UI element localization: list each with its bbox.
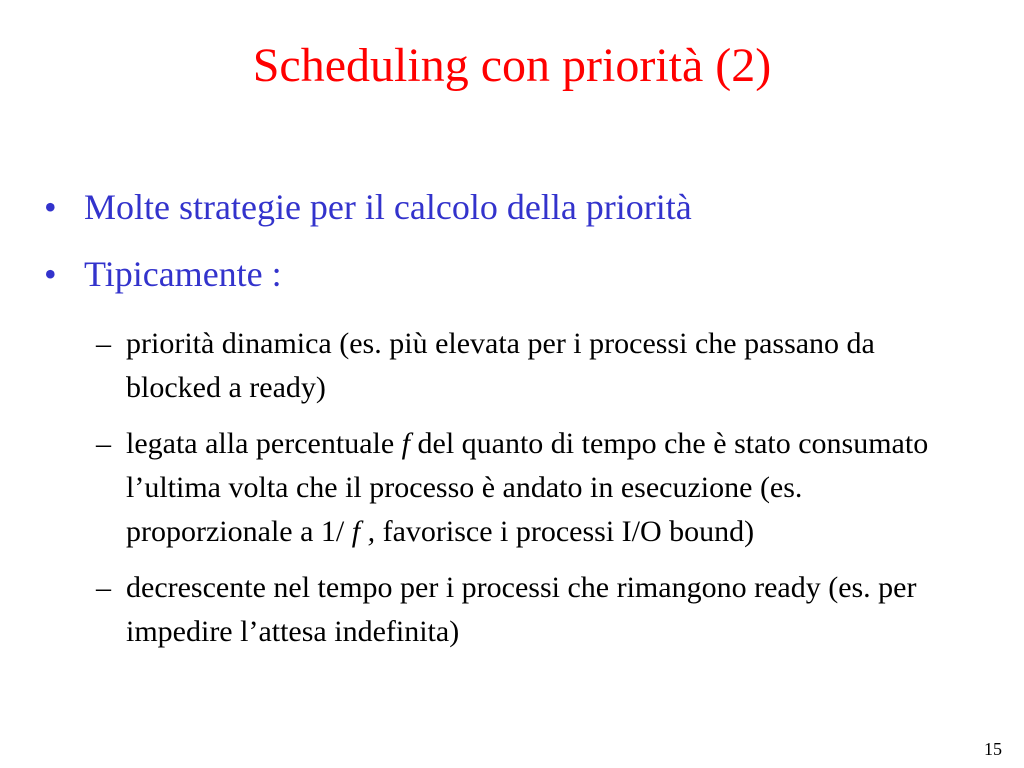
sub-marker: – xyxy=(96,327,111,360)
variable-f: f xyxy=(401,427,410,460)
bullet-marker: • xyxy=(44,187,57,227)
bullet-item-typically xyxy=(44,253,994,295)
bullet-text: Molte strategie per il calcolo della priorità xyxy=(84,187,692,227)
sub-marker: – xyxy=(96,427,111,460)
sub-text-part: del quanto di tempo che è stato consumato l’ultima volta che il processo è andato in esecuzione (es. proporzionale a 1/ xyxy=(126,427,929,548)
bullet-marker: • xyxy=(44,254,57,294)
slide-title: Scheduling con priorità (2) xyxy=(252,39,772,92)
bullet-item-strategies xyxy=(44,186,994,228)
sub-text: decrescente nel tempo per i processi che rimangono ready (es. per impedire l’attesa indefinita) xyxy=(126,571,917,648)
sub-item-decreasing xyxy=(96,566,976,654)
variable-f: f , xyxy=(344,515,376,548)
sub-text: priorità dinamica (es. più elevata per i processi che passano da blocked a ready) xyxy=(126,327,875,404)
bullet-text: Tipicamente : xyxy=(84,254,282,294)
sub-marker: – xyxy=(96,571,111,604)
main-bullet-list xyxy=(44,186,994,320)
sub-text-part: legata alla percentuale xyxy=(126,427,402,460)
sub-item-percentage xyxy=(96,422,976,554)
sub-bullet-list xyxy=(96,322,976,666)
sub-item-dynamic-priority xyxy=(96,322,976,410)
page-number: 15 xyxy=(984,739,1002,759)
sub-text-part: favorisce i processi I/O bound) xyxy=(375,515,755,548)
